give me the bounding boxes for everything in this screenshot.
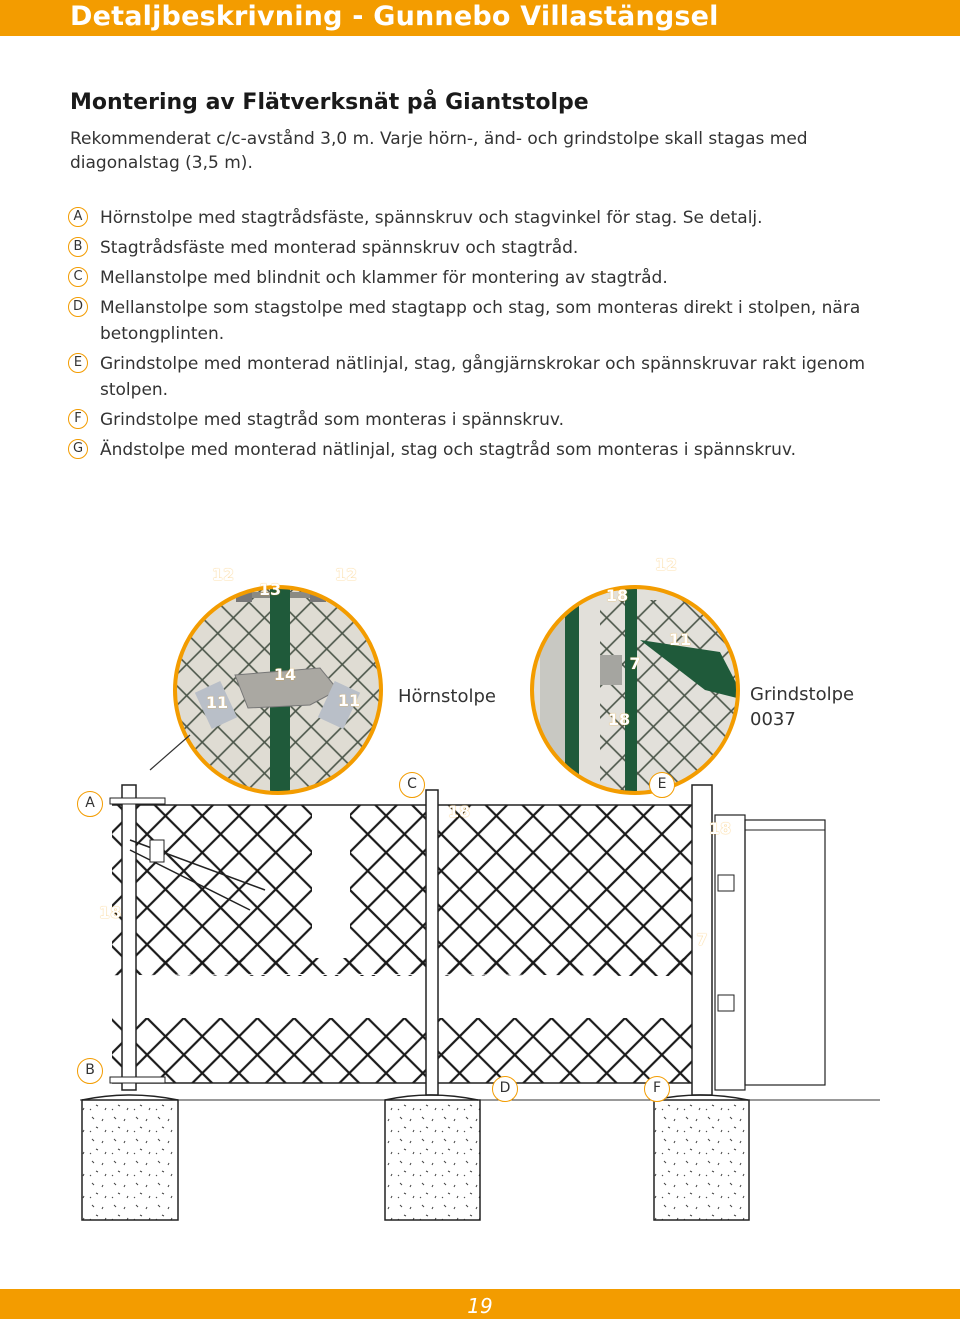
letter-badge: D (68, 297, 88, 317)
letter-badge: G (68, 439, 88, 459)
fence-mesh (112, 805, 712, 1083)
legend-item-g (68, 437, 908, 463)
page-number: 19 (467, 1294, 493, 1318)
legend-list (68, 205, 908, 467)
drawing-label-f: F (644, 1076, 670, 1102)
part-number-label: 18 (605, 586, 629, 605)
letter-badge: F (68, 409, 88, 429)
installation-diagram (0, 540, 960, 1290)
letter-badge: B (68, 237, 88, 257)
legend-item-c (68, 265, 908, 291)
corner-post-caption: Hörnstolpe (398, 686, 496, 707)
part-number-label: 18 (98, 903, 122, 922)
legend-item-e (68, 351, 908, 403)
legend-text: Grindstolpe med stagtråd som monteras i spännskruv. (100, 410, 565, 430)
letter-badge: A (68, 207, 88, 227)
header-bar (0, 0, 960, 36)
page-header-title: Detaljbeskrivning - Gunnebo Villastängsel (70, 1, 719, 32)
gate-post-caption-line2: 0037 (750, 709, 796, 730)
part-number-label: 18 (708, 819, 732, 838)
legend-text: Hörnstolpe med stagtrådsfäste, spännskruv och stagvinkel för stag. Se detalj. (100, 208, 763, 228)
part-number-label: 13 (258, 580, 282, 599)
legend-text: Stagtrådsfäste med monterad spännskruv och stagtråd. (100, 238, 579, 258)
legend-item-a (68, 205, 908, 231)
legend-text: Mellanstolpe som stagstolpe med stagtapp och stag, som monteras direkt i stolpen, nära betongplinten. (100, 298, 861, 344)
letter-badge: C (68, 267, 88, 287)
drawing-label-e: E (649, 772, 675, 798)
middle-post-drawing (426, 790, 438, 1095)
part-number-label: 18 (607, 710, 631, 729)
legend-item-d (68, 295, 908, 347)
legend-item-b (68, 235, 908, 261)
drawing-label-a: A (77, 791, 103, 817)
concrete-footings (82, 1095, 749, 1220)
part-number-label: 12 (211, 565, 235, 584)
gate-post-photo (530, 578, 750, 808)
drawing-label-b: B (77, 1058, 103, 1084)
letter-badge: E (68, 353, 88, 373)
intro-text: Rekommenderat c/c-avstånd 3,0 m. Varje hörn-, änd- och grindstolpe skall stagas med diagonalstag (3,5 m). (70, 129, 808, 173)
part-number-label: 12 (654, 555, 678, 574)
gate-post-caption-line1: Grindstolpe (750, 684, 855, 705)
part-number-label: 7 (696, 930, 708, 949)
part-number-label: 14 (273, 665, 297, 684)
drawing-label-d: D (492, 1076, 518, 1102)
part-number-label: 7 (629, 654, 641, 673)
drawing-label-c: C (399, 772, 425, 798)
legend-text: Mellanstolpe med blindnit och klammer för montering av stagtråd. (100, 268, 668, 288)
legend-text: Ändstolpe med monterad nätlinjal, stag och stagtråd som monteras i spännskruv. (100, 440, 797, 460)
section-title: Montering av Flätverksnät på Giantstolpe (70, 90, 589, 115)
part-number-label: 11 (668, 630, 692, 649)
part-number-label: 11 (337, 691, 361, 710)
part-number-label: 12 (334, 565, 358, 584)
fence-drawing (0, 540, 960, 1290)
legend-item-f (68, 407, 908, 433)
legend-text: Grindstolpe med monterad nätlinjal, stag, gångjärnskrokar och spännskruvar rakt igenom stolpen. (100, 354, 866, 400)
part-number-label: 18 (447, 802, 471, 821)
part-number-label: 11 (205, 693, 229, 712)
